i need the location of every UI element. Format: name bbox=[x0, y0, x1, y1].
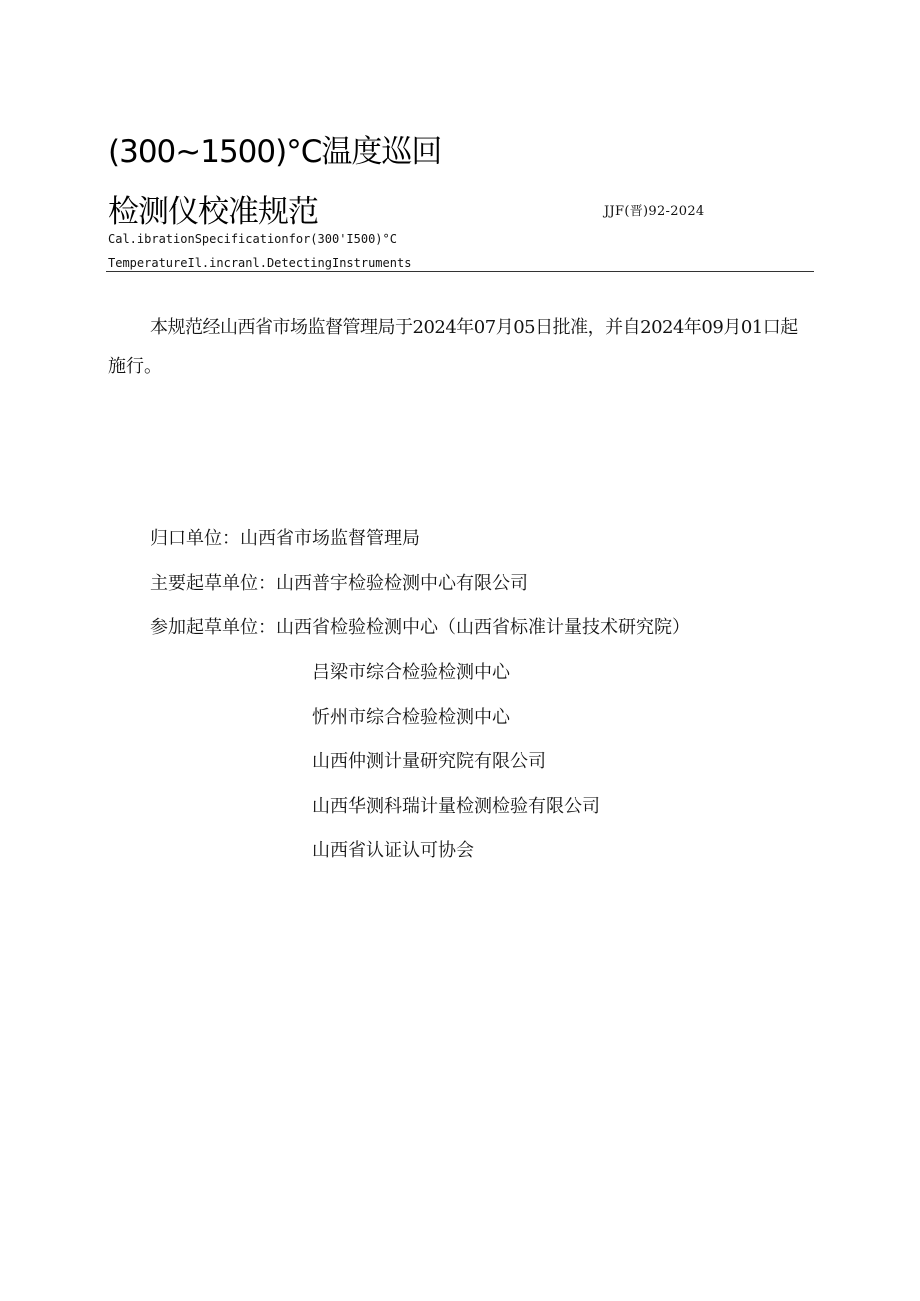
participant-unit: 山西仲测计量研究院有限公司 bbox=[312, 751, 546, 772]
participant-unit: 山西省认证认可协会 bbox=[312, 840, 474, 861]
main-drafter-value: 山西普宇检验检测中心有限公司 bbox=[276, 573, 528, 594]
english-title-line-2: TemperatureIl.incranl.DetectingInstruments bbox=[108, 256, 412, 270]
main-drafter-row bbox=[150, 569, 528, 595]
approval-statement-line-1: 本规范经山西省市场监督管理局于2024年07月05日批准，并自2024年09月01口起 bbox=[150, 317, 798, 338]
participant-row bbox=[150, 613, 690, 639]
main-drafter-label: 主要起草单位： bbox=[150, 573, 276, 594]
english-title-line-1: Cal.ibrationSpecificationfor(300'I500)°C bbox=[108, 232, 397, 246]
participant-unit: 山西省检验检测中心（山西省标准计量技术研究院） bbox=[276, 617, 690, 638]
responsible-unit-label: 归口单位： bbox=[150, 528, 240, 549]
responsible-unit-value: 山西省市场监督管理局 bbox=[240, 528, 420, 549]
participant-unit: 山西华测科瑞计量检测检验有限公司 bbox=[312, 796, 600, 817]
participant-unit: 忻州市综合检验检测中心 bbox=[312, 707, 510, 728]
responsible-unit-row bbox=[150, 524, 420, 550]
standard-code: JJF(晋)92-2024 bbox=[604, 204, 705, 219]
header-divider bbox=[106, 271, 814, 272]
approval-statement-line-2: 施行。 bbox=[108, 356, 162, 377]
participant-unit: 吕梁市综合检验检测中心 bbox=[312, 662, 510, 683]
participants-label: 参加起草单位： bbox=[150, 617, 276, 638]
document-title-line-2: 检测仪校准规范 bbox=[108, 194, 318, 230]
document-title-line-1: (300~1500)°C温度巡回 bbox=[108, 134, 442, 170]
